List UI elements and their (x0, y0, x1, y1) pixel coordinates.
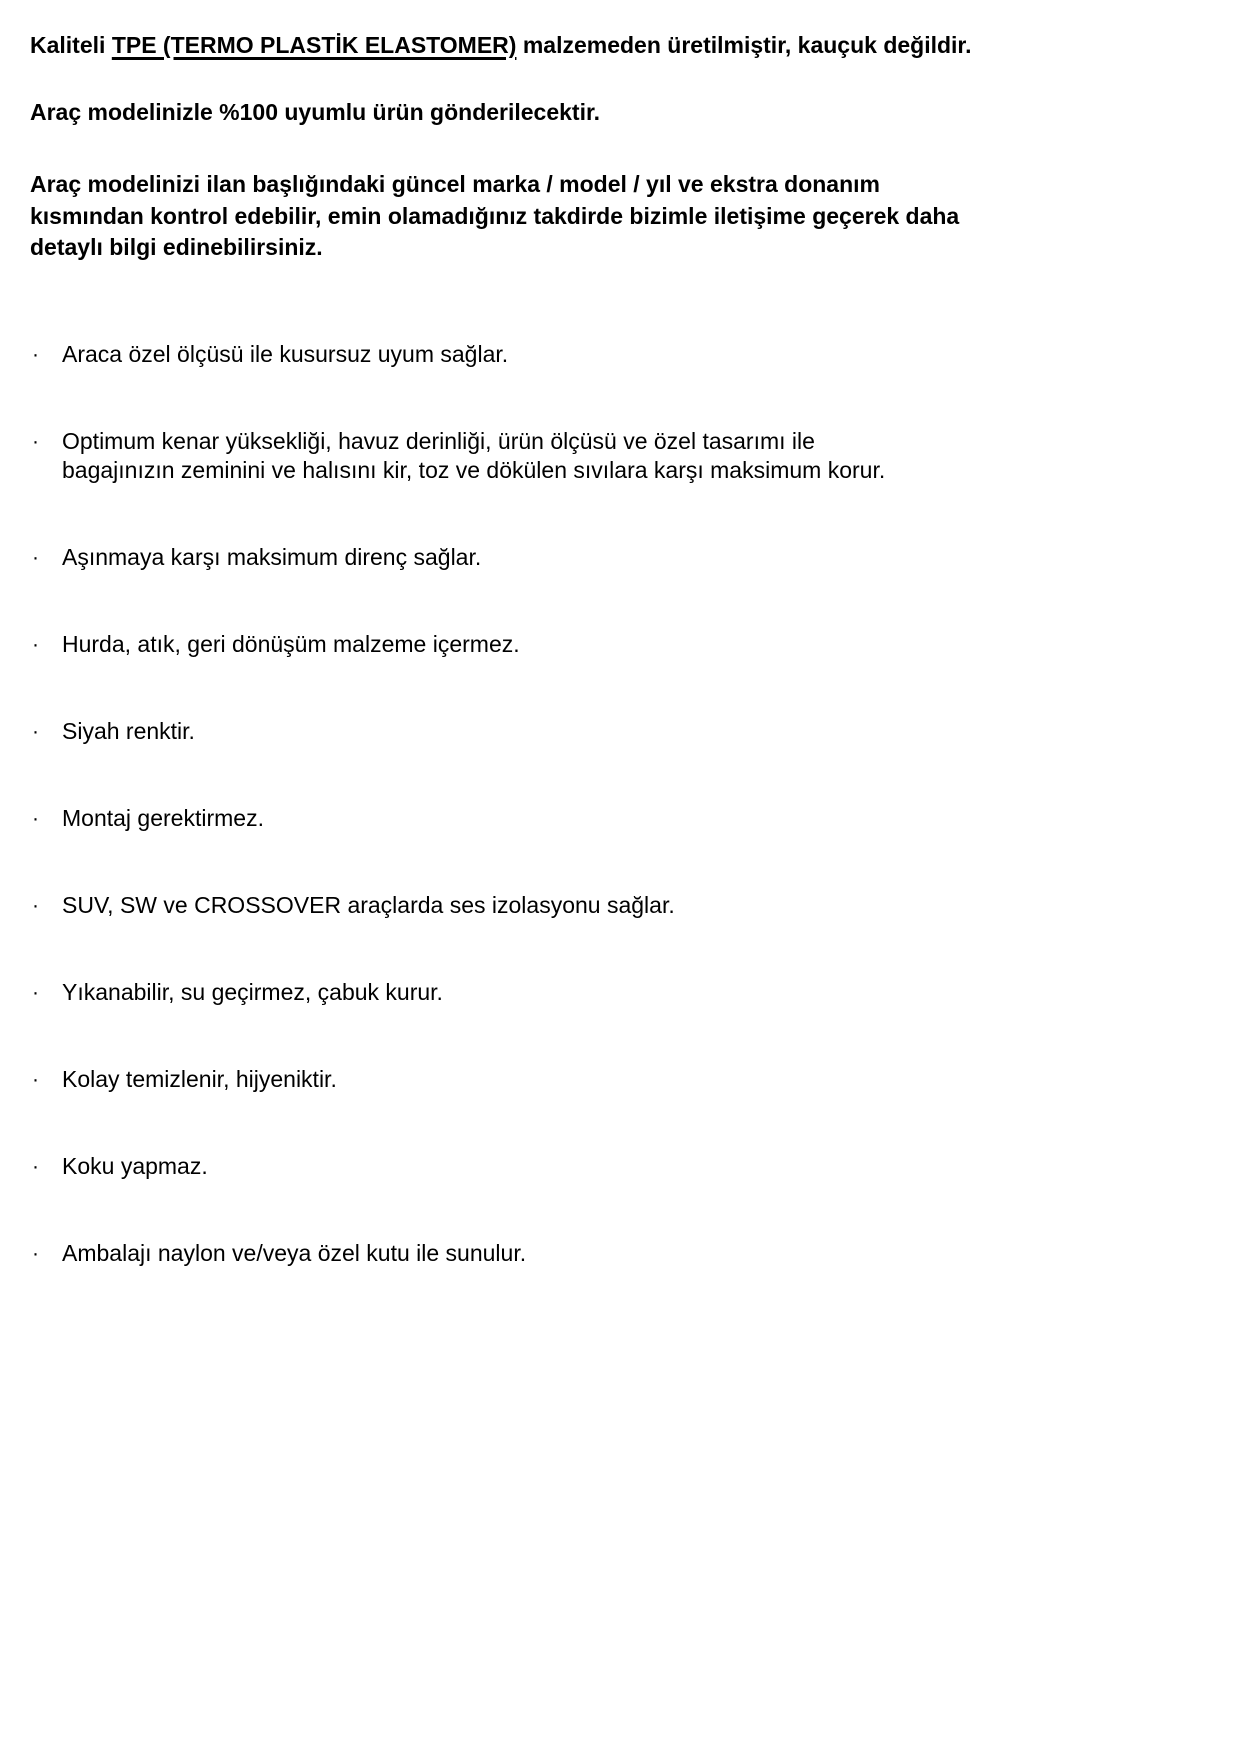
bullet-marker: · (32, 632, 39, 656)
bullet-marker: · (32, 980, 39, 1004)
list-item-line: Optimum kenar yüksekliği, havuz derinliği, ürün ölçüsü ve özel tasarımı ile (62, 427, 815, 454)
material-heading (30, 30, 1211, 61)
list-item-line: Kolay temizlenir, hijyeniktir. (62, 1065, 337, 1092)
bullet-marker: · (32, 429, 39, 453)
paragraph-line: detaylı bilgi edinebilirsiniz. (30, 234, 323, 260)
list-item (30, 804, 1211, 833)
list-item-text (62, 543, 1211, 572)
bullet-marker: · (32, 719, 39, 743)
list-item-line: Koku yapmaz. (62, 1152, 208, 1179)
list-item (30, 630, 1211, 659)
list-item-text (62, 978, 1211, 1007)
list-item-line: Montaj gerektirmez. (62, 804, 264, 831)
list-item (30, 1065, 1211, 1094)
list-item-line: Hurda, atık, geri dönüşüm malzeme içermez. (62, 630, 520, 657)
bullet-marker: · (32, 806, 39, 830)
list-item-text (62, 1065, 1211, 1094)
paragraph-line: kısmından kontrol edebilir, emin olamadığınız takdirde bizimle iletişime geçerek daha (30, 202, 960, 229)
list-item (30, 1152, 1211, 1181)
list-item-line: Yıkanabilir, su geçirmez, çabuk kurur. (62, 978, 443, 1005)
list-item (30, 978, 1211, 1007)
list-item (30, 1239, 1211, 1268)
list-item-line: Aşınmaya karşı maksimum direnç sağlar. (62, 543, 482, 570)
bullet-marker: · (32, 1241, 39, 1265)
feature-list (30, 340, 1211, 1268)
list-item (30, 891, 1211, 920)
model-check-paragraph (30, 169, 1160, 264)
material-heading-prefix: Kaliteli (30, 32, 112, 58)
list-item (30, 543, 1211, 572)
list-item-text (62, 340, 1211, 369)
bullet-marker: · (32, 545, 39, 569)
list-item-line: Ambalajı naylon ve/veya özel kutu ile sunulur. (62, 1239, 527, 1266)
material-heading-suffix: malzemeden üretilmiştir, kauçuk değildir. (516, 32, 972, 58)
bullet-marker: · (32, 1154, 39, 1178)
list-item (30, 717, 1211, 746)
list-item-line: Araca özel ölçüsü ile kusursuz uyum sağlar. (62, 340, 509, 367)
list-item-line: bagajınızın zeminini ve halısını kir, toz ve dökülen sıvılara karşı maksimum korur. (62, 456, 886, 483)
list-item (30, 340, 1211, 369)
list-item-text (62, 717, 1211, 746)
bullet-marker: · (32, 893, 39, 917)
compatibility-heading: Araç modelinizle %100 uyumlu ürün gönderilecektir. (30, 99, 601, 125)
list-item (30, 427, 1211, 485)
list-item-text (62, 804, 1211, 833)
list-item-text (62, 1239, 1211, 1268)
list-item-line: Siyah renktir. (62, 717, 195, 744)
bullet-marker: · (32, 342, 39, 366)
tpe-underlined-text: TPE (TERMO PLASTİK ELASTOMER) (111, 32, 517, 58)
paragraph-line: Araç modelinizi ilan başlığındaki güncel marka / model / yıl ve ekstra donanım (30, 171, 880, 197)
list-item-line: SUV, SW ve CROSSOVER araçlarda ses izolasyonu sağlar. (62, 891, 675, 918)
list-item-text (62, 427, 1211, 485)
list-item-text (62, 891, 1211, 920)
list-item-text (62, 1152, 1211, 1181)
list-item-text (62, 630, 1211, 659)
bullet-marker: · (32, 1067, 39, 1091)
